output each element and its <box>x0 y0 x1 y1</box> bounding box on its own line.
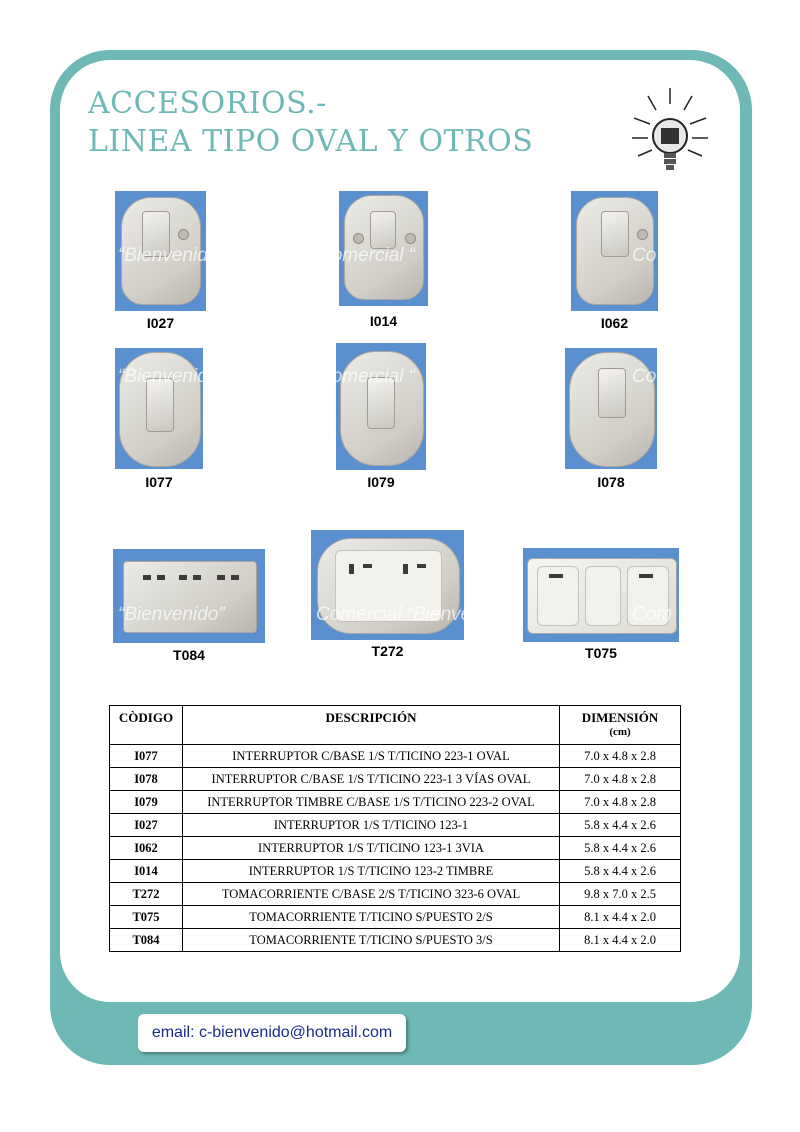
header-code: CÒDIGO <box>110 706 183 745</box>
product-T272 <box>311 530 464 660</box>
screw <box>405 233 416 244</box>
cell-dimension: 5.8 x 4.4 x 2.6 <box>560 814 681 837</box>
screw <box>637 229 648 240</box>
watermark: Comercial “ <box>318 366 416 387</box>
header-description: DESCRIPCIÓN <box>183 706 560 745</box>
socket-slot <box>549 574 563 578</box>
table-row <box>110 906 681 929</box>
product-code: I027 <box>146 315 175 331</box>
rocker <box>370 211 396 249</box>
product-code: T075 <box>585 645 617 661</box>
contact-email[interactable]: email: c-bienvenido@hotmail.com <box>138 1014 406 1052</box>
socket-slot <box>143 575 151 580</box>
page-title-line1: ACCESORIOS.- <box>88 86 327 121</box>
screw <box>178 229 189 240</box>
cell-description: TOMACORRIENTE C/BASE 2/S T/TICINO 323-6 OVAL <box>183 883 560 906</box>
table-row <box>110 745 681 768</box>
cell-description: INTERRUPTOR TIMBRE C/BASE 1/S T/TICINO 223-2 OVAL <box>183 791 560 814</box>
product-code: T084 <box>173 647 205 663</box>
socket-slot <box>193 575 201 580</box>
socket-slot <box>639 574 653 578</box>
table-row <box>110 791 681 814</box>
socket-slot <box>417 564 426 568</box>
cell-code: T272 <box>110 883 183 906</box>
cell-dimension: 8.1 x 4.4 x 2.0 <box>560 929 681 952</box>
faceplate <box>585 566 621 626</box>
cell-description: TOMACORRIENTE T/TICINO S/PUESTO 3/S <box>183 929 560 952</box>
cell-code: I062 <box>110 837 183 860</box>
cell-dimension: 8.1 x 4.4 x 2.0 <box>560 906 681 929</box>
cell-dimension: 9.8 x 7.0 x 2.5 <box>560 883 681 906</box>
cell-description: INTERRUPTOR 1/S T/TICINO 123-1 3VIA <box>183 837 560 860</box>
cell-code: I078 <box>110 768 183 791</box>
socket-slot <box>179 575 187 580</box>
cell-code: I027 <box>110 814 183 837</box>
socket-slot <box>403 564 408 574</box>
table-row <box>110 883 681 906</box>
cell-dimension: 7.0 x 4.8 x 2.8 <box>560 745 681 768</box>
table-row <box>110 860 681 883</box>
watermark: Com <box>632 604 673 625</box>
rocker <box>598 368 626 418</box>
socket-slot <box>363 564 372 568</box>
cell-dimension: 5.8 x 4.4 x 2.6 <box>560 860 681 883</box>
cell-code: T084 <box>110 929 183 952</box>
watermark: Co <box>632 245 657 266</box>
product-code: I077 <box>145 474 173 490</box>
table-header-row <box>110 706 681 745</box>
cell-description: INTERRUPTOR C/BASE 1/S T/TICINO 223-1 3 VÍAS OVAL <box>183 768 560 791</box>
watermark: Co <box>632 366 657 387</box>
cell-dimension: 5.8 x 4.4 x 2.6 <box>560 837 681 860</box>
cell-description: INTERRUPTOR 1/S T/TICINO 123-2 TIMBRE <box>183 860 560 883</box>
cell-dimension: 7.0 x 4.8 x 2.8 <box>560 791 681 814</box>
rocker <box>601 211 629 257</box>
socket-slot <box>217 575 225 580</box>
product-photo <box>113 549 265 643</box>
cell-dimension: 7.0 x 4.8 x 2.8 <box>560 768 681 791</box>
product-code: T272 <box>371 643 404 659</box>
header-dimension-unit: (cm) <box>609 726 631 738</box>
table-row <box>110 814 681 837</box>
watermark: Comercial “Bienvenido” <box>316 604 514 625</box>
cell-code: I014 <box>110 860 183 883</box>
screw <box>353 233 364 244</box>
product-code: I014 <box>369 313 398 329</box>
header-dimension <box>560 706 681 745</box>
product-spec-table <box>109 705 681 952</box>
table-row <box>110 768 681 791</box>
lightbulb-logo-icon <box>628 84 712 178</box>
cell-code: I077 <box>110 745 183 768</box>
watermark: “Bienvenido” <box>118 366 225 387</box>
socket-slot <box>231 575 239 580</box>
cell-description: INTERRUPTOR C/BASE 1/S T/TICINO 223-1 OVAL <box>183 745 560 768</box>
header-dimension-label: DIMENSIÓN <box>581 710 659 725</box>
cell-code: I079 <box>110 791 183 814</box>
product-code: I062 <box>600 315 629 331</box>
product-code: I079 <box>367 474 395 490</box>
product-photo <box>336 343 426 470</box>
product-code: I078 <box>597 474 625 490</box>
cell-description: TOMACORRIENTE T/TICINO S/PUESTO 2/S <box>183 906 560 929</box>
socket-slot <box>349 564 354 574</box>
page-title-line2: LINEA TIPO OVAL Y OTROS <box>88 124 534 159</box>
cell-code: T075 <box>110 906 183 929</box>
table-row <box>110 837 681 860</box>
watermark: Comercial “ <box>318 245 416 266</box>
watermark: “Bienvenido” <box>118 604 225 625</box>
socket-slot <box>157 575 165 580</box>
table-row <box>110 929 681 952</box>
product-photo <box>523 548 679 642</box>
watermark: “Bienvenido” <box>118 245 225 266</box>
cell-description: INTERRUPTOR 1/S T/TICINO 123-1 <box>183 814 560 837</box>
